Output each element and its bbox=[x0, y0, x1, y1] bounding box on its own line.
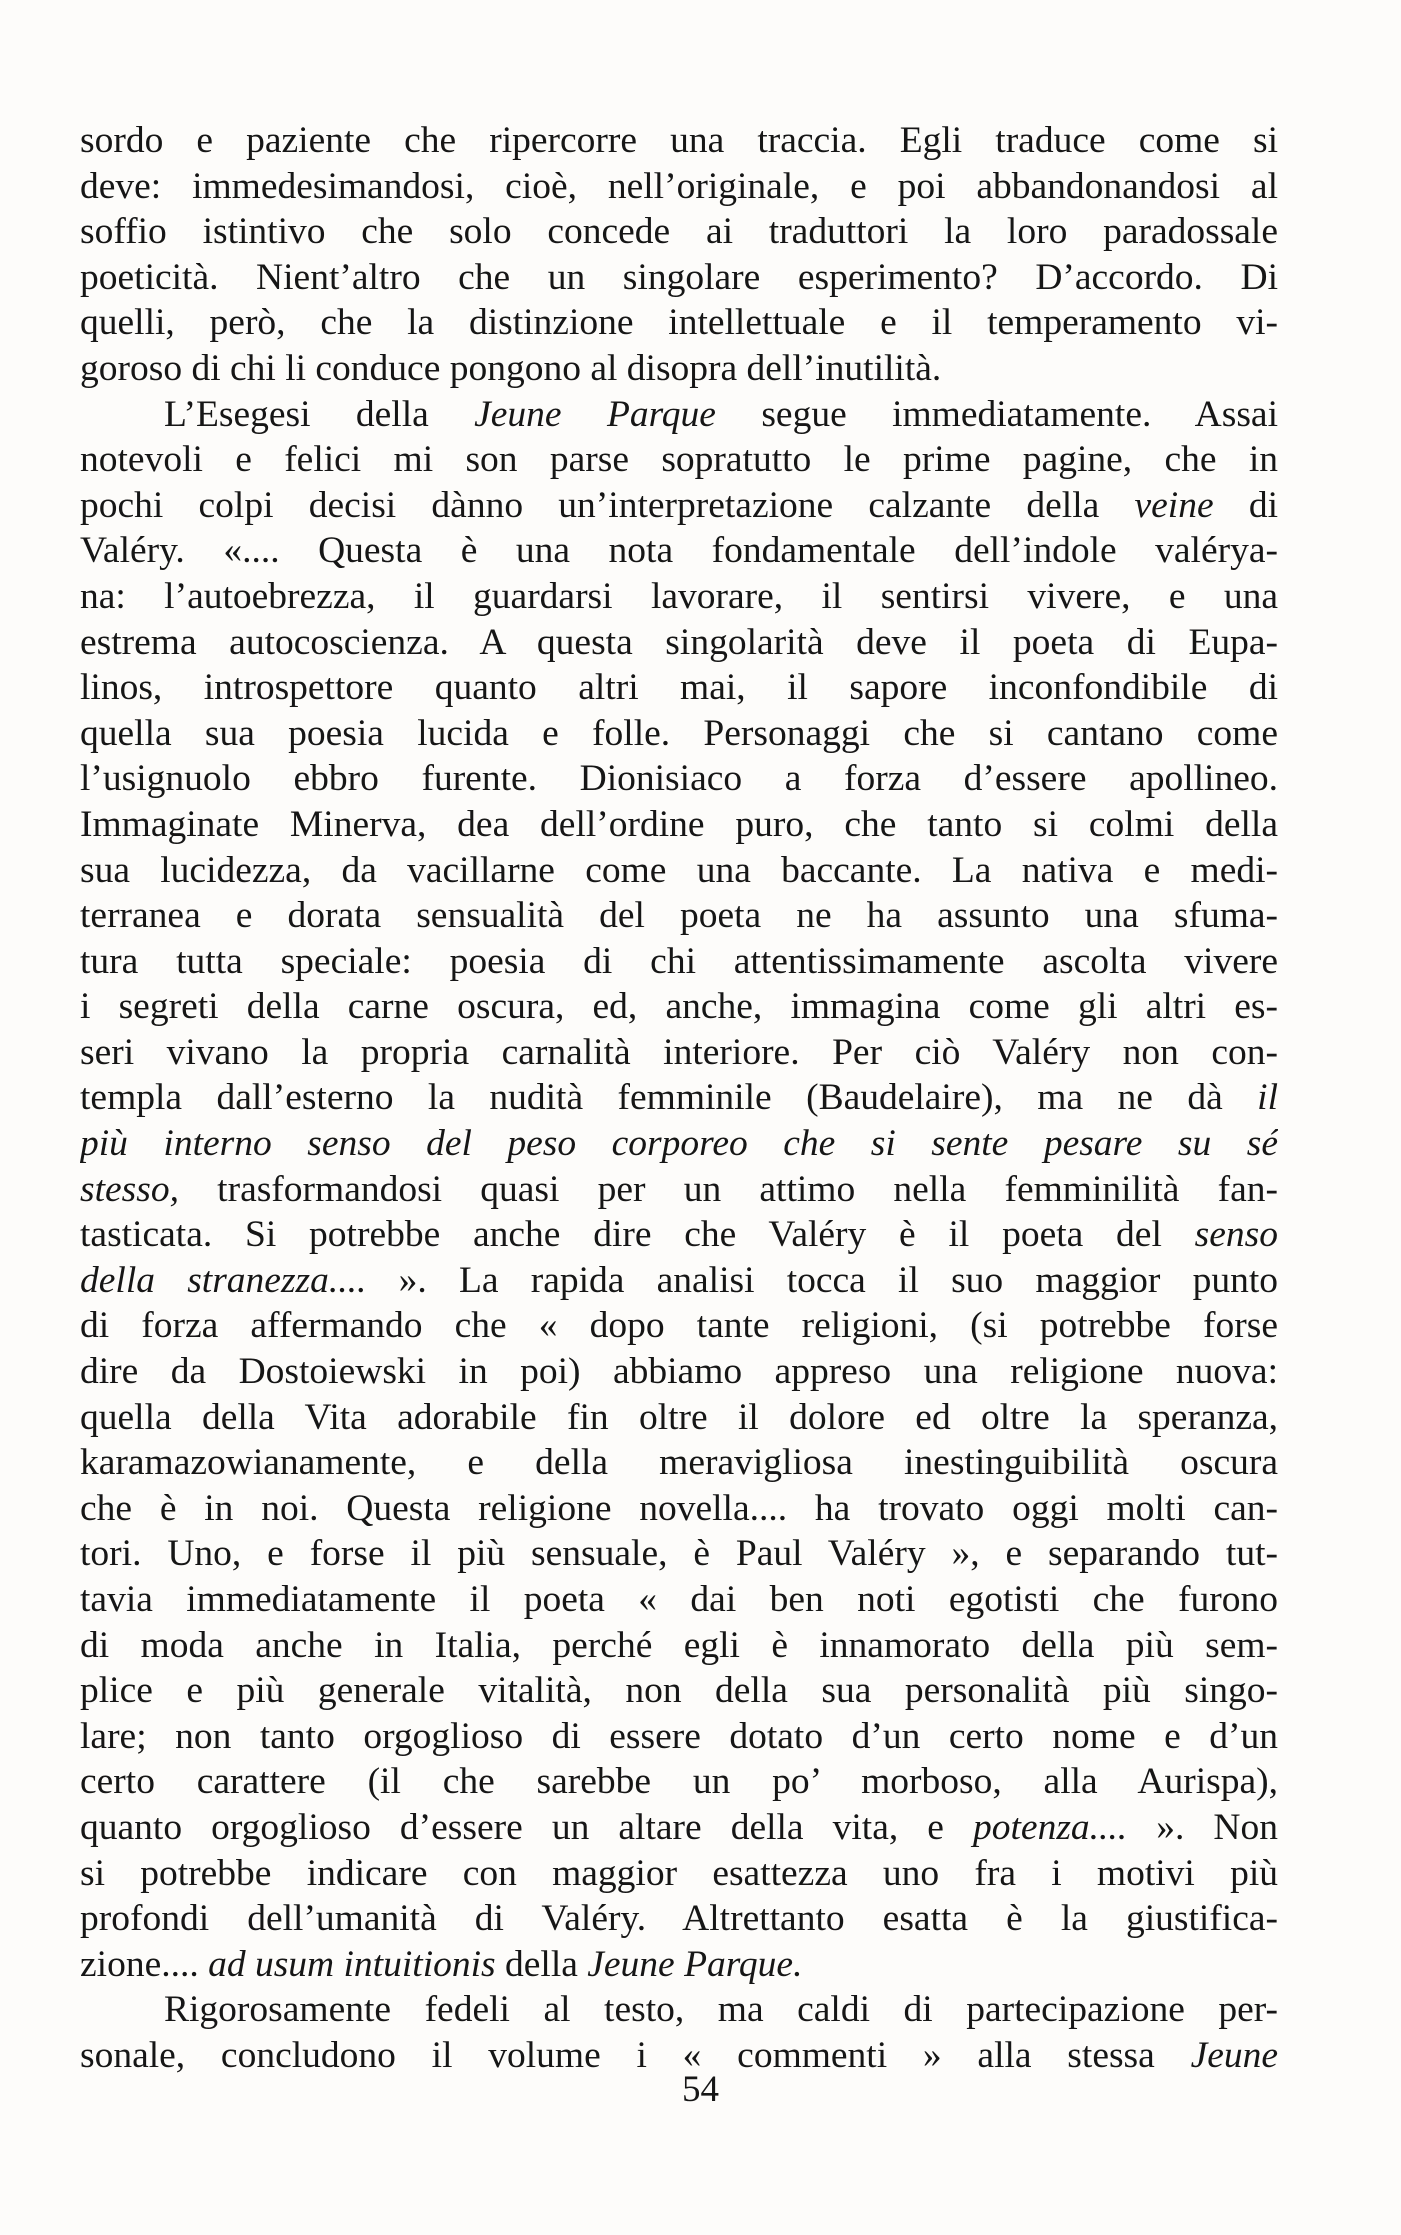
text-line: di forza affermando che « dopo tante religioni, (si potrebbe forse bbox=[80, 1305, 1278, 1347]
text-line: tori. Uno, e forse il più sensuale, è Paul Valéry », e separando tut- bbox=[80, 1533, 1278, 1575]
text-line: tura tutta speciale: poesia di chi attentissimamente ascolta vivere bbox=[80, 940, 1278, 982]
text-line: tasticata. Si potrebbe anche dire che Valéry è il poeta del senso bbox=[80, 1214, 1278, 1256]
text-line: goroso di chi li conduce pongono al disopra dell’inutilità. bbox=[80, 347, 942, 389]
text-line: più interno senso del peso corporeo che si sente pesare su sé bbox=[80, 1123, 1278, 1165]
text-line: poeticità. Nient’altro che un singolare esperimento? D’accordo. Di bbox=[80, 256, 1278, 298]
text-line: karamazowianamente, e della meravigliosa inestinguibilità oscura bbox=[80, 1442, 1278, 1484]
text-line: Immaginate Minerva, dea dell’ordine puro, che tanto si colmi della bbox=[80, 803, 1278, 845]
text-line: notevoli e felici mi son parse sopratutto le prime pagine, che in bbox=[80, 439, 1278, 481]
text-line: della stranezza.... ». La rapida analisi tocca il suo maggior punto bbox=[80, 1259, 1278, 1301]
text-line: i segreti della carne oscura, ed, anche, immagina come gli altri es- bbox=[80, 986, 1278, 1028]
body-text bbox=[80, 118, 1278, 2079]
text-line: seri vivano la propria carnalità interiore. Per ciò Valéry non con- bbox=[80, 1031, 1278, 1073]
text-line: linos, introspettore quanto altri mai, il sapore inconfondibile di bbox=[80, 667, 1278, 709]
text-line: tavia immediatamente il poeta « dai ben noti egotisti che furono bbox=[80, 1579, 1278, 1620]
text-line: Rigorosamente fedeli al testo, ma caldi di partecipazione per- bbox=[164, 1989, 1278, 2031]
text-line: quella sua poesia lucida e folle. Personaggi che si cantano come bbox=[80, 712, 1278, 754]
text-line: soffio istintivo che solo concede ai traduttori la loro paradossale bbox=[80, 211, 1278, 253]
text-line: Valéry. «.... Questa è una nota fondamentale dell’indole valérya- bbox=[80, 530, 1278, 572]
text-line: l’usignuolo ebbro furente. Dionisiaco a forza d’essere apollineo. bbox=[80, 758, 1278, 800]
text-line: stesso, trasformandosi quasi per un attimo nella femminilità fan- bbox=[80, 1168, 1278, 1210]
text-line: terranea e dorata sensualità del poeta ne ha assunto una sfuma- bbox=[80, 895, 1278, 937]
text-line: L’Esegesi della Jeune Parque segue immediatamente. Assai bbox=[164, 393, 1278, 435]
text-line: deve: immedesimandosi, cioè, nell’originale, e poi abbandonandosi al bbox=[80, 165, 1278, 207]
text-line: estrema autocoscienza. A questa singolarità deve il poeta di Eupa- bbox=[80, 621, 1278, 663]
page-number: 54 bbox=[682, 2069, 719, 2110]
text-line: di moda anche in Italia, perché egli è innamorato della più sem- bbox=[80, 1624, 1278, 1666]
text-line: dire da Dostoiewski in poi) abbiamo appreso una religione nuova: bbox=[80, 1351, 1278, 1393]
text-line: na: l’autoebrezza, il guardarsi lavorare, il sentirsi vivere, e una bbox=[80, 575, 1278, 617]
text-line: quanto orgoglioso d’essere un altare della vita, e potenza.... ». Non bbox=[80, 1806, 1278, 1848]
text-line: che è in noi. Questa religione novella.... ha trovato oggi molti can- bbox=[80, 1487, 1278, 1529]
text-line: sua lucidezza, da vacillarne come una baccante. La nativa e medi- bbox=[80, 849, 1278, 891]
text-line: certo carattere (il che sarebbe un po’ morboso, alla Aurispa), bbox=[80, 1761, 1278, 1803]
text-line: zione.... ad usum intuitionis della Jeune Parque. bbox=[80, 1943, 803, 1985]
text-line: sordo e paziente che ripercorre una traccia. Egli traduce come si bbox=[80, 120, 1278, 161]
text-line: pochi colpi decisi dànno un’interpretazione calzante della veine di bbox=[80, 484, 1278, 526]
text-line: sonale, concludono il volume i « commenti » alla stessa Jeune bbox=[80, 2034, 1278, 2076]
text-line: templa dall’esterno la nudità femminile (Baudelaire), ma ne dà il bbox=[80, 1077, 1278, 1119]
text-line: si potrebbe indicare con maggior esattezza uno fra i motivi più bbox=[80, 1852, 1278, 1894]
text-line: profondi dell’umanità di Valéry. Altrettanto esatta è la giustifica- bbox=[80, 1898, 1278, 1940]
text-line: quella della Vita adorabile fin oltre il dolore ed oltre la speranza, bbox=[80, 1396, 1278, 1438]
text-line: lare; non tanto orgoglioso di essere dotato d’un certo nome e d’un bbox=[80, 1715, 1278, 1757]
text-line: plice e più generale vitalità, non della sua personalità più singo- bbox=[80, 1670, 1278, 1712]
text-line: quelli, però, che la distinzione intellettuale e il temperamento vi- bbox=[80, 302, 1278, 344]
